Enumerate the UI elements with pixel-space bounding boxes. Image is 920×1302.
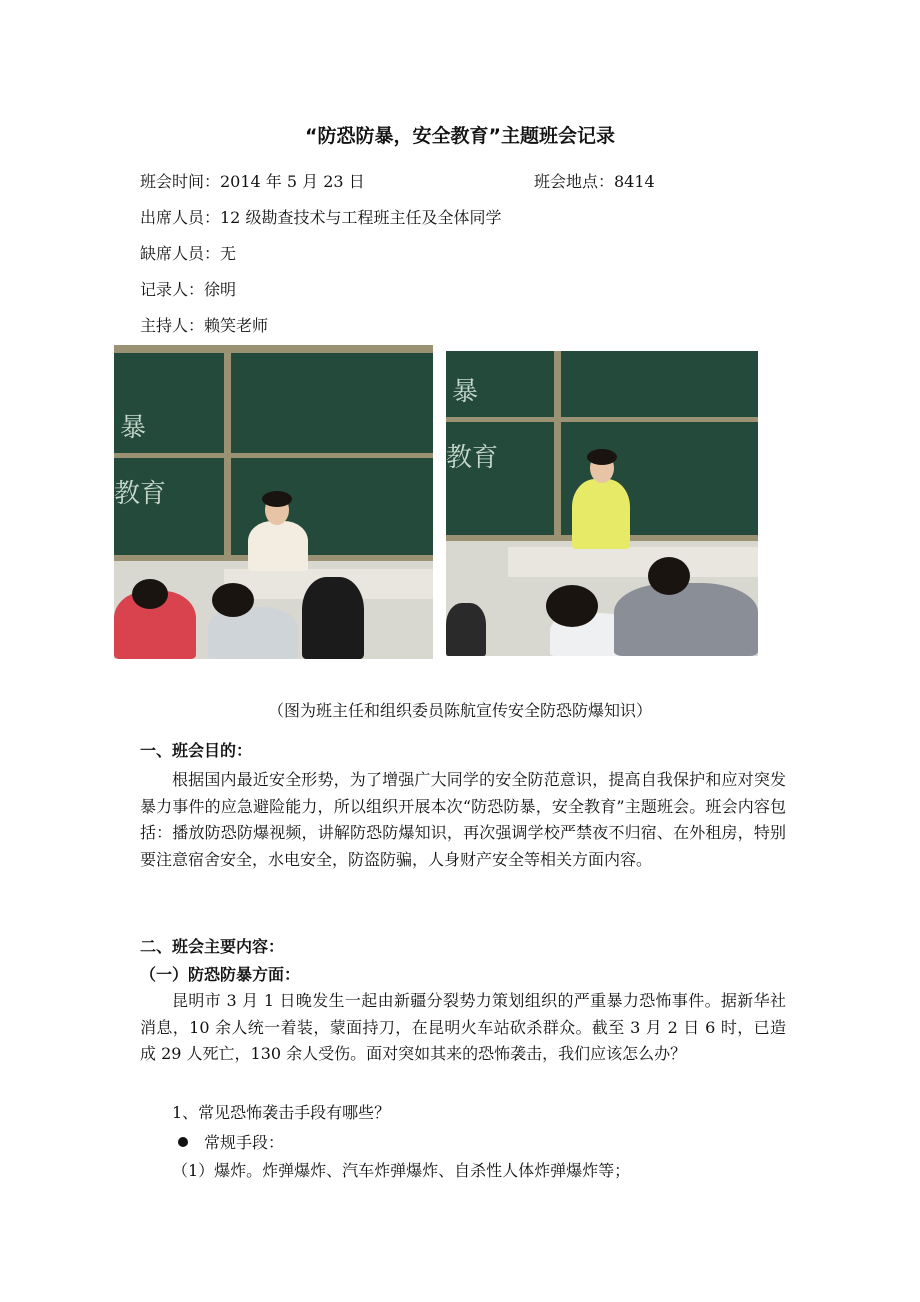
kunming-paragraph: 昆明市 3 月 1 日晚发生一起由新疆分裂势力策划组织的严重暴力恐怖事件。据新华社消息，10 余人统一着装，蒙面持刀，在昆明火车站砍杀群众。截至 3 月 2 日 6 时，已造成 29 人死亡，130 余人受伤。面对突如其来的恐怖袭击，我们应该怎么办？ <box>140 991 786 1063</box>
section-heading-purpose: 一、班会目的： <box>140 741 253 760</box>
host: 主持人：赖笑老师 <box>140 316 269 335</box>
attendees: 出席人员：12 级勘查技术与工程班主任及全体同学 <box>140 208 502 227</box>
chalk-text: 暴 <box>452 377 479 407</box>
absent-members: 缺席人员：无 <box>140 244 237 263</box>
section-heading-content: 二、班会主要内容： <box>140 937 285 956</box>
meeting-time: 班会时间：2014 年 5 月 23 日 <box>140 172 365 191</box>
list-item: （1）爆炸。炸弹爆炸、汽车炸弹爆炸、自杀性人体炸弹爆炸等； <box>172 1161 631 1180</box>
photo-caption: （图为班主任和组织委员陈航宣传安全防恐防爆知识） <box>267 701 652 720</box>
chalk-text: 教育 <box>114 479 167 509</box>
purpose-paragraph: 根据国内最近安全形势，为了增强广大同学的安全防范意识，提高自我保护和应对突发暴力事件的应急避险能力，所以组织开展本次“防恐防暴，安全教育”主题班会。班会内容包括：播放防恐防爆视频，讲解防恐防爆知识，再次强调学校严禁夜不归宿、在外租房，特别要注意宿舍安全，水电安全，防盗防骗，人身财产安全等相关方面内容。 <box>140 770 786 869</box>
chalk-text: 暴 <box>120 413 147 443</box>
list-item: 1、常见恐怖袭击手段有哪些？ <box>172 1103 391 1122</box>
page-title: “防恐防暴，安全教育”主题班会记录 <box>305 125 615 147</box>
list-item: 常规手段： <box>204 1133 285 1152</box>
recorder: 记录人：徐明 <box>140 280 237 299</box>
bullet-icon <box>178 1137 188 1147</box>
sub-heading-anti-terror: （一）防恐防暴方面： <box>140 965 301 984</box>
chalk-text: 教育 <box>446 443 499 473</box>
photo-teacher-speaking <box>114 345 433 659</box>
meeting-place: 班会地点：8414 <box>534 172 655 191</box>
photo-student-speaking <box>446 351 758 656</box>
